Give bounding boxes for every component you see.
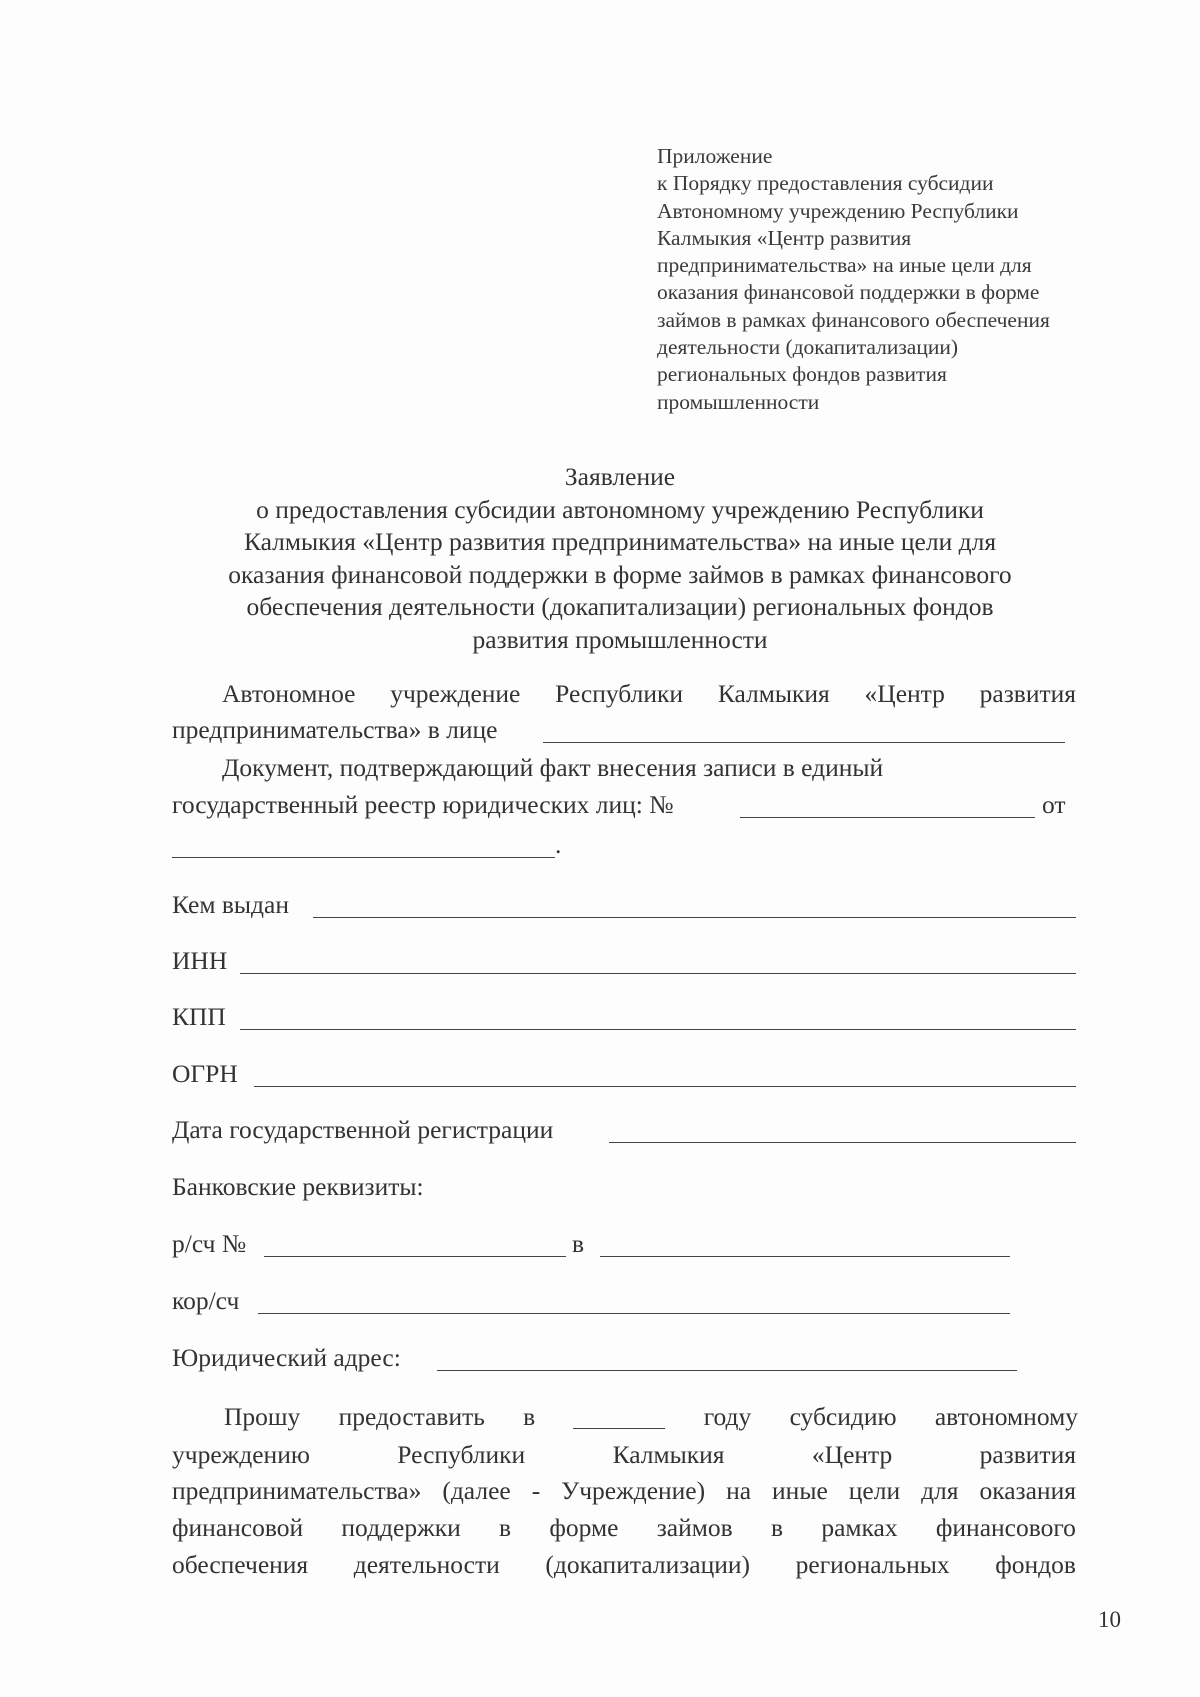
word: субсидию — [789, 1402, 897, 1431]
word: региональных — [795, 1550, 950, 1579]
inn-field[interactable] — [240, 973, 1076, 974]
word: (далее — [442, 1476, 511, 1505]
word: рамках — [821, 1513, 898, 1542]
ogrn-field[interactable] — [254, 1086, 1076, 1087]
corr-account-label: кор/сч — [172, 1286, 240, 1315]
request-line-3 — [172, 1476, 1076, 1506]
word: обеспечения — [172, 1550, 309, 1579]
word: Автономное — [222, 679, 356, 708]
title-line: обеспечения деятельности (докапитализации) региональных фондов — [246, 592, 994, 621]
word: цели — [848, 1476, 901, 1505]
reg-date-label: Дата государственной регистрации — [172, 1115, 554, 1144]
account-field[interactable] — [264, 1256, 566, 1257]
appendix-line: деятельности (докапитализации) — [657, 335, 959, 360]
bank-details-label: Банковские реквизиты: — [172, 1172, 424, 1201]
appendix-line: Приложение — [657, 144, 773, 168]
word: иные — [772, 1476, 828, 1505]
issued-by-label: Кем выдан — [172, 890, 289, 919]
word: деятельности — [353, 1550, 500, 1579]
page-number: 10 — [1098, 1607, 1121, 1632]
word: Республики — [397, 1440, 526, 1469]
word: - — [531, 1476, 541, 1505]
request-line-5 — [172, 1550, 1076, 1580]
word: на — [726, 1476, 752, 1505]
appendix-line: предпринимательства» на иные цели для — [657, 253, 1032, 278]
issued-by-field[interactable] — [313, 917, 1076, 918]
request-line-2 — [172, 1440, 1076, 1470]
inn-label: ИНН — [172, 946, 228, 975]
appendix-line: займов в рамках финансового обеспечения — [657, 307, 1050, 332]
request-line-1 — [224, 1402, 1078, 1432]
word: «Центр — [811, 1440, 893, 1469]
reg-date-field[interactable] — [609, 1142, 1076, 1143]
word: Прошу — [224, 1402, 301, 1431]
word: фондов — [995, 1550, 1076, 1579]
registry-number-field[interactable] — [740, 817, 1035, 818]
word: развития — [979, 1440, 1076, 1469]
title-line: развития промышленности — [472, 624, 768, 654]
ogrn-label: ОГРН — [172, 1059, 238, 1088]
appendix-line: Калмыкия «Центр развития — [657, 225, 912, 250]
appendix-line: к Порядку предоставления субсидии — [657, 171, 994, 196]
legal-address-label: Юридический адрес: — [172, 1343, 401, 1372]
appendix-line: оказания финансовой поддержки в форме — [657, 280, 1040, 305]
word: предпринимательства» — [172, 1476, 422, 1505]
word: в — [770, 1513, 784, 1542]
intro-line-2: предпринимательства» в лице — [172, 715, 498, 744]
request-line-4 — [172, 1513, 1076, 1543]
word: в — [499, 1513, 512, 1542]
word: учреждению — [172, 1440, 310, 1469]
word: автономному — [934, 1402, 1078, 1431]
account-label: р/сч № — [172, 1229, 247, 1258]
word: развития — [979, 679, 1076, 708]
title-line: оказания финансовой поддержки в форме займов в рамках финансового — [228, 559, 1012, 589]
intro-line-5-suffix: . — [555, 830, 562, 859]
bank-name-field[interactable] — [600, 1256, 1010, 1257]
word: Учреждение) — [561, 1476, 706, 1505]
kpp-label: КПП — [172, 1002, 226, 1031]
word: поддержки — [341, 1513, 461, 1542]
representative-field[interactable] — [543, 742, 1065, 743]
registry-date-field[interactable] — [172, 857, 555, 858]
word: (докапитализации) — [545, 1550, 751, 1579]
word: финансовой — [172, 1513, 304, 1542]
intro-line-3: Документ, подтверждающий факт внесения записи в единый — [222, 753, 884, 782]
document-title — [150, 461, 1090, 656]
year-field[interactable] — [573, 1402, 665, 1429]
appendix-line: промышленности — [657, 389, 820, 414]
appendix-line: региональных фондов развития — [657, 362, 947, 387]
word: займов — [656, 1513, 733, 1542]
word: в — [523, 1402, 536, 1431]
word: форме — [549, 1513, 619, 1542]
word: учреждение — [390, 679, 521, 708]
account-in-label: в — [572, 1229, 585, 1258]
appendix-line: Автономному учреждению Республики — [657, 198, 1019, 223]
legal-address-field[interactable] — [437, 1370, 1017, 1371]
intro-line-4: государственный реестр юридических лиц: № — [172, 790, 674, 819]
intro-line-4-suffix: от — [1042, 790, 1066, 819]
word: финансового — [935, 1513, 1076, 1542]
intro-line-1 — [222, 679, 1076, 709]
kpp-field[interactable] — [240, 1029, 1076, 1030]
corr-account-field[interactable] — [258, 1313, 1010, 1314]
word: Калмыкия — [612, 1440, 725, 1469]
title-line: о предоставления субсидии автономному учреждению Республики — [256, 494, 984, 524]
title-line: Калмыкия «Центр развития предпринимательства» на иные цели для — [243, 527, 997, 556]
word: оказания — [979, 1476, 1076, 1505]
word: Калмыкия — [717, 679, 830, 708]
word: Республики — [555, 679, 684, 708]
appendix-header — [657, 143, 1127, 416]
word: предоставить — [338, 1402, 485, 1431]
title-line: Заявление — [564, 462, 676, 491]
word: для — [921, 1476, 959, 1505]
word: «Центр — [864, 679, 945, 708]
word: году — [703, 1402, 752, 1431]
